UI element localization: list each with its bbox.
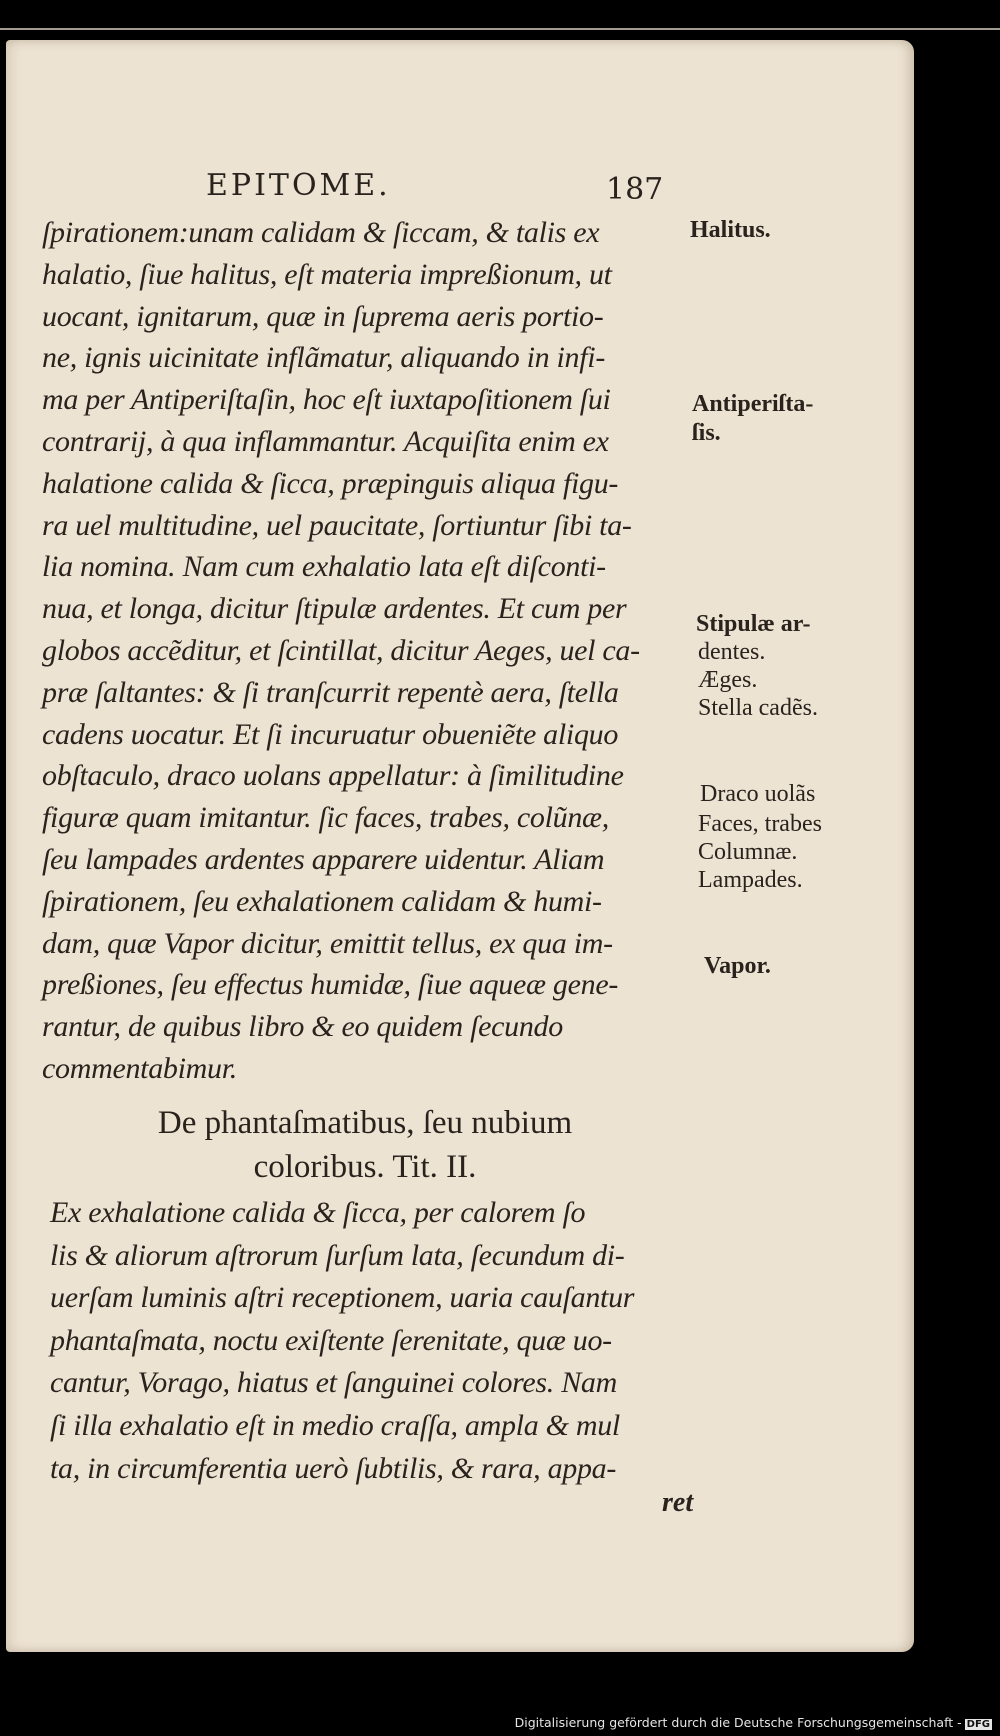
- text-line: dam, quæ Vapor dicitur, emittit tellus, ex qua im-: [42, 926, 613, 960]
- text-line: ne, ignis uicinitate inflãmatur, aliquando in infi-: [42, 341, 606, 375]
- body-text: [42, 212, 687, 1090]
- text-line: cantur, Vorago, hiatus et ſanguinei colores. Nam: [50, 1366, 617, 1400]
- margin-note-aeges: Æges.: [698, 667, 758, 693]
- digitization-credit: [515, 1715, 992, 1730]
- text-line: lia nomina. Nam cum exhalatio lata eſt diſconti-: [42, 550, 606, 584]
- margin-note-faces: Faces, trabes: [698, 811, 822, 837]
- text-line: ſpirationem:unam calidam & ſiccam, & talis ex: [42, 216, 600, 249]
- margin-note-lampades: Lampades.: [698, 867, 803, 893]
- text-line: phantaſmata, noctu exiſtente ſerenitate, quæ uo-: [50, 1323, 612, 1357]
- text-line: contrarij, à qua inflammantur. Acquiſita enim ex: [42, 424, 609, 458]
- margin-note-halitus: Halitus.: [690, 217, 771, 243]
- running-head: EPITOME.: [206, 168, 391, 203]
- margin-note-stella: Stella cadẽs.: [698, 695, 818, 721]
- section-heading-line: coloribus. Tit. II.: [253, 1149, 477, 1185]
- text-line: rantur, de quibus libro & eo quidem ſecundo: [42, 1010, 563, 1044]
- page-number: 187: [606, 172, 664, 207]
- text-line: uerſam luminis aſtri receptionem, uaria cauſantur: [50, 1281, 635, 1315]
- margin-note-antiperistasis: Antiperiſta-: [692, 391, 814, 417]
- text-line: lis & aliorum aſtrorum ſurſum lata, ſecundum di-: [50, 1238, 625, 1272]
- catchword: ret: [662, 1487, 694, 1518]
- text-line: ſi illa exhalatio eſt in medio craſſa, ampla & mul: [50, 1408, 620, 1442]
- text-line: commentabimur.: [42, 1051, 237, 1085]
- section-heading-line: De phantaſmatibus, ſeu nubium: [157, 1105, 573, 1141]
- text-line: halatione calida & ſicca, præpinguis aliqua figu-: [42, 466, 619, 500]
- text-line: ta, in circumferentia uerò ſubtilis, & rara, appa-: [50, 1451, 617, 1485]
- text-line: figuræ quam imitantur. ſic faces, trabes, colũnæ,: [42, 801, 609, 835]
- margin-note-stipulae: Stipulæ ar-: [696, 611, 811, 637]
- text-line: cadens uocatur. Et ſi incuruatur obueniẽte aliquo: [42, 717, 619, 751]
- text-line: ma per Antiperiſtaſin, hoc eſt iuxtapoſitionem ſui: [42, 383, 611, 417]
- dfg-logo: DFG: [966, 1719, 990, 1730]
- top-divider: [0, 28, 1000, 30]
- text-line: globos accẽditur, et ſcintillat, dicitur Aeges, uel ca-: [42, 633, 640, 667]
- margin-note-draco: Draco uolãs: [700, 781, 816, 807]
- text-line: nua, et longa, dicitur ſtipulæ ardentes. Et cum per: [42, 592, 627, 626]
- margin-note-antiperistasis-cont: ſis.: [692, 420, 721, 446]
- margin-note-stipulae-cont: dentes.: [698, 639, 766, 665]
- margin-note-vapor: Vapor.: [704, 953, 771, 979]
- text-line: uocant, ignitarum, quæ in ſuprema aeris portio-: [42, 299, 604, 333]
- text-line: preßiones, ſeu effectus humidæ, ſiue aqueæ gene-: [42, 968, 619, 1002]
- text-line: ſeu lampades ardentes apparere uidentur. Aliam: [42, 842, 605, 876]
- margin-note-columnae: Columnæ.: [698, 839, 798, 865]
- text-line: ſpirationem, ſeu exhalationem calidam & humi-: [42, 884, 602, 918]
- text-line: halatio, ſiue halitus, eſt materia impreßionum, ut: [42, 257, 612, 291]
- text-line: Ex exhalatione calida & ſicca, per calorem ſo: [50, 1196, 586, 1229]
- text-line: ra uel multitudine, uel paucitate, ſortiuntur ſibi ta-: [42, 508, 632, 542]
- footer-text: Digitalisierung gefördert durch die Deutsche Forschungsgemeinschaft -: [514, 1715, 962, 1730]
- body-text-section2: [50, 1192, 700, 1490]
- text-line: obſtaculo, draco uolans appellatur: à ſimilitudine: [42, 759, 624, 793]
- text-line: præ ſaltantes: & ſi tranſcurrit repentè aera, ſtella: [42, 675, 619, 709]
